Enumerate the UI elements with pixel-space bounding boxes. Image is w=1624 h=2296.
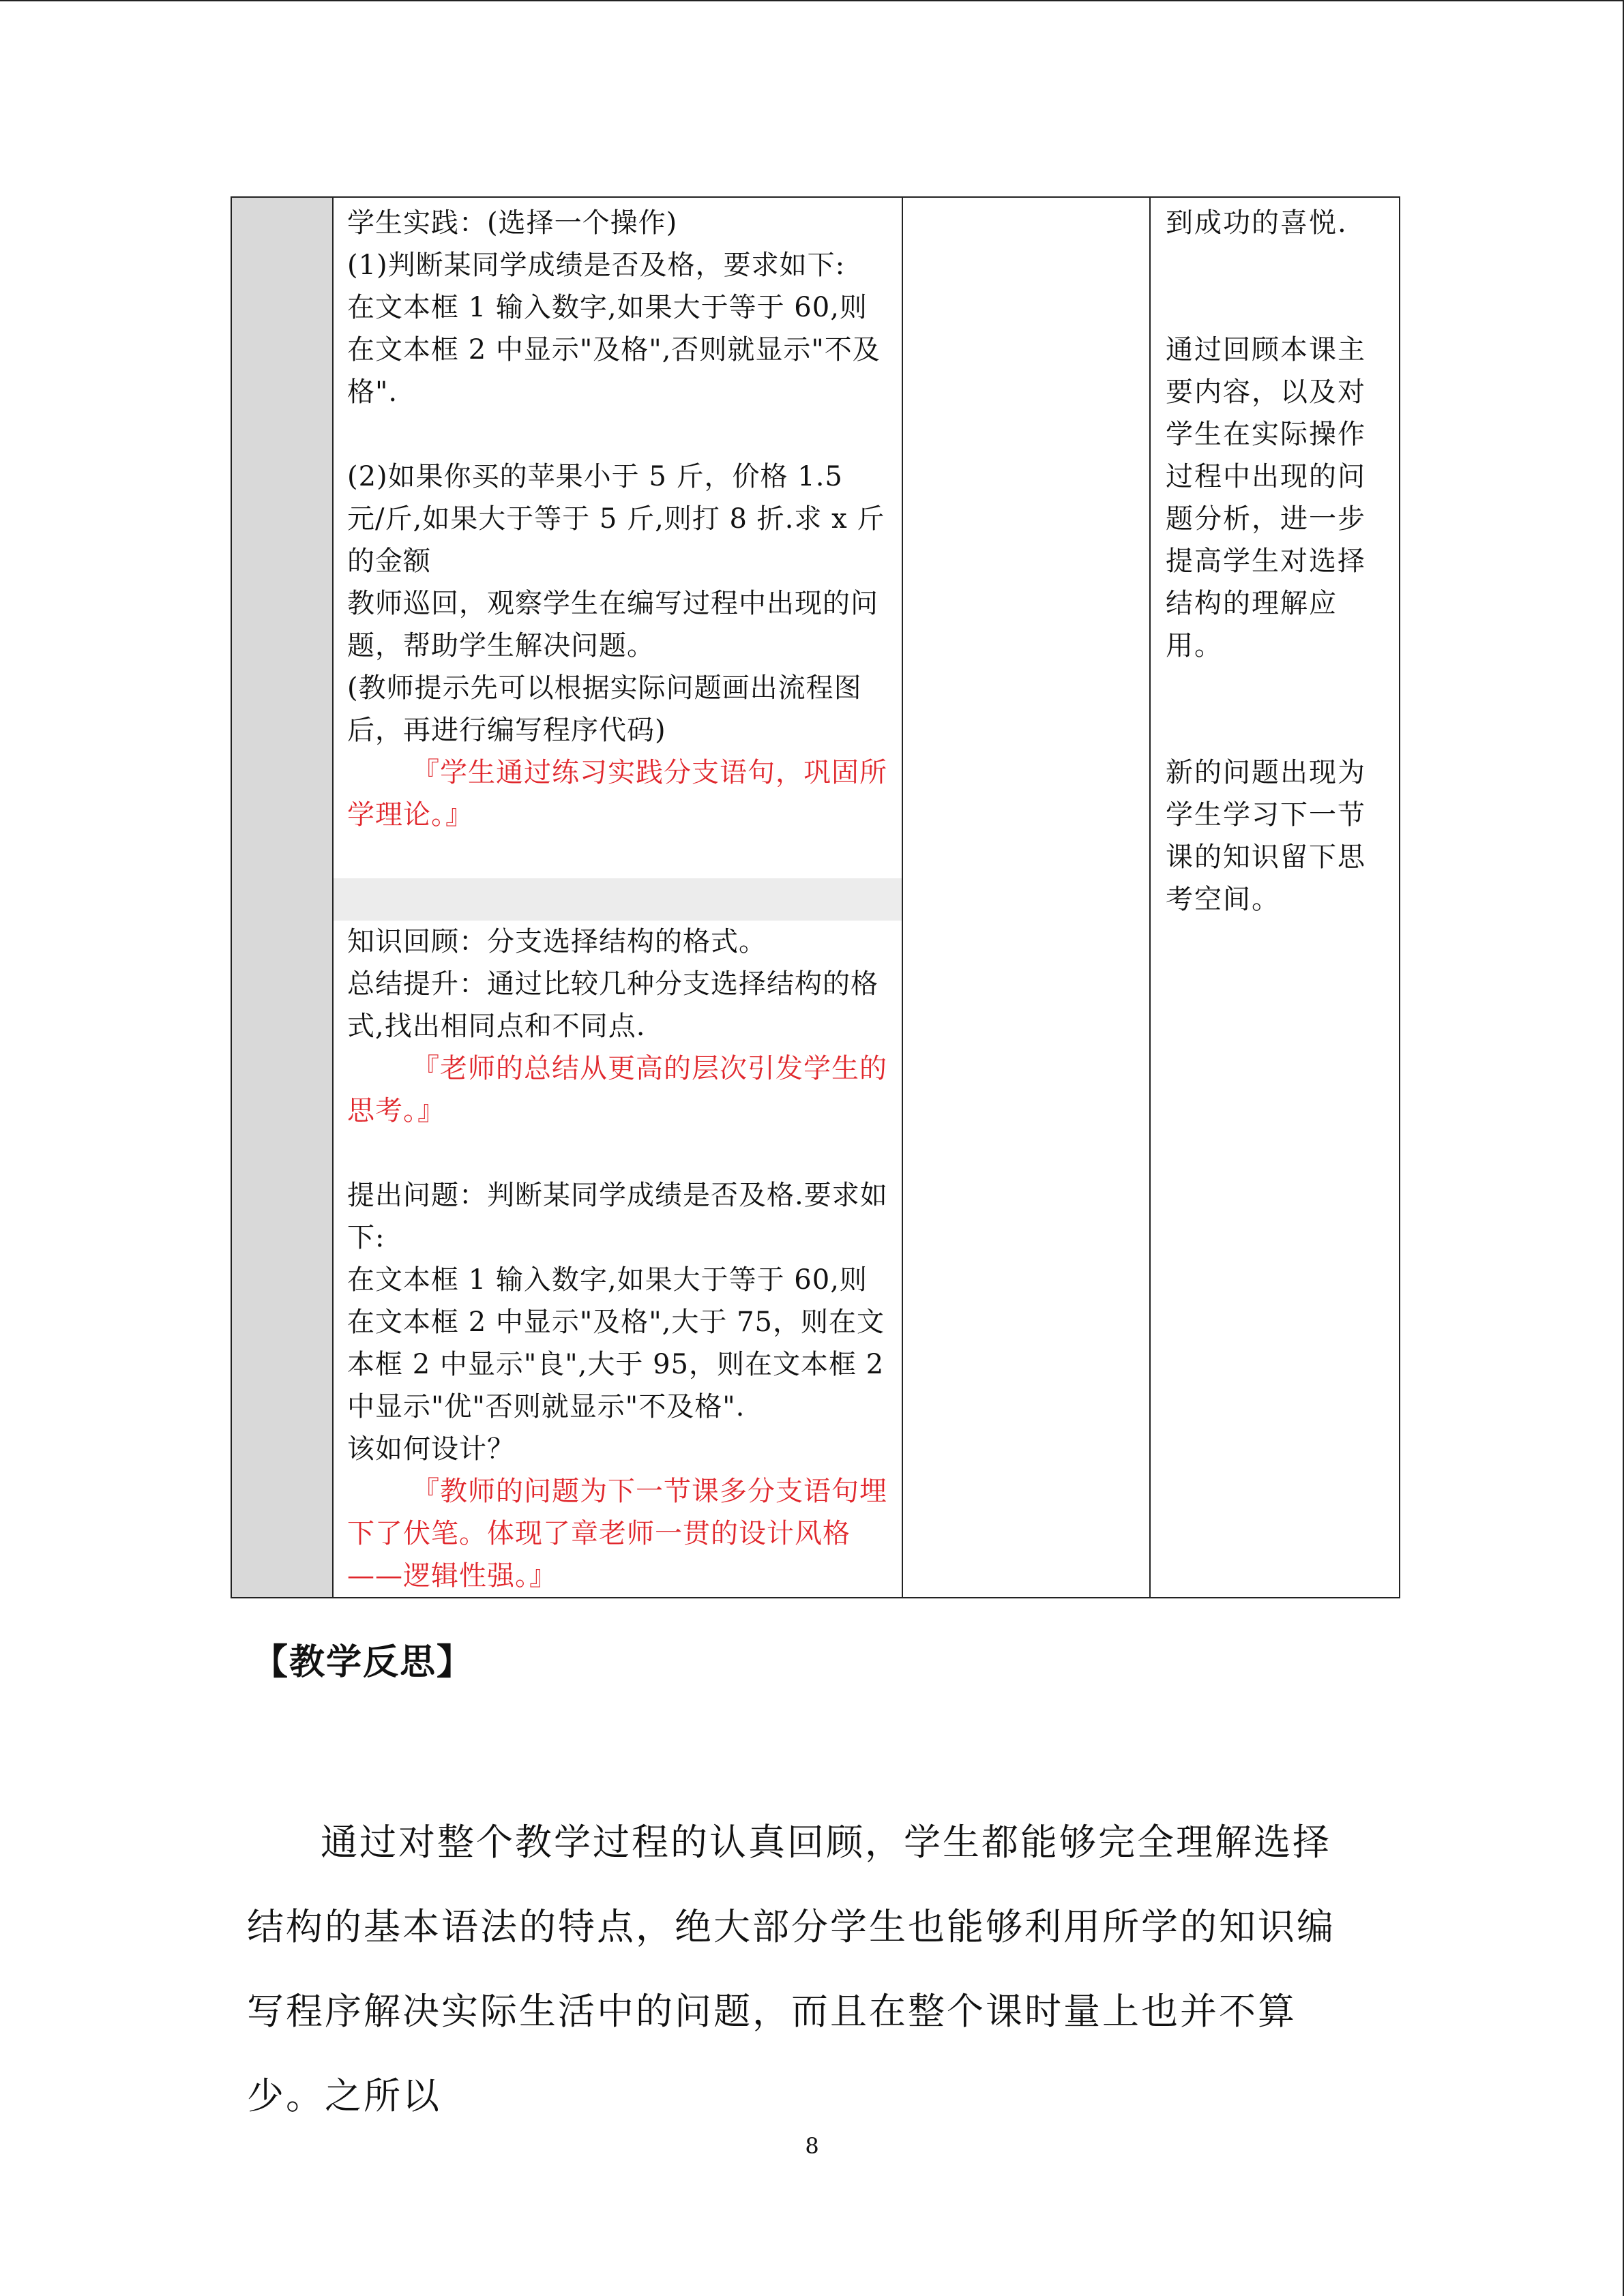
content-line: 知识回顾：分支选择结构的格式。 [347, 926, 767, 957]
content-line: 学生实践：(选择一个操作) [347, 207, 678, 239]
red-annotation: 『学生通过练习实践分支语句，巩固所学理论。』 [347, 757, 887, 831]
design-intent-cell [1150, 197, 1400, 1598]
content-line: 在文本框 1 输入数字,如果大于等于 60,则在文本框 2 中显示"及格",否则就显示"不及格". [347, 292, 881, 408]
content-line: (教师提示先可以根据实际问题画出流程图后，再进行编写程序代码) [347, 672, 862, 746]
red-annotation: 『老师的总结从更高的层次引发学生的思考。』 [347, 1053, 887, 1127]
content-line: 总结提升：通过比较几种分支选择结构的格式,找出相同点和不同点. [347, 968, 879, 1042]
intent-text: 通过回顾本课主要内容，以及对学生在实际操作过程中出现的问题分析，进一步提高学生对选择结构的理解应用。 [1166, 334, 1366, 661]
content-line: (2)如果你买的苹果小于 5 斤，价格 1.5 元/斤,如果大于等于 5 斤,则打 8 折.求 x 斤的金额 [347, 461, 885, 577]
student-activity-cell [902, 197, 1150, 1598]
page-number: 8 [805, 2133, 819, 2159]
content-line: 教师巡回，观察学生在编写过程中出现的问题，帮助学生解决问题。 [347, 588, 879, 661]
content-line: 该如何设计？ [347, 1433, 515, 1465]
teaching-content-cell [333, 197, 902, 1598]
reflection-paragraph [247, 1800, 1365, 2138]
lesson-plan-table [231, 196, 1400, 1598]
content-line: 在文本框 1 输入数字,如果大于等于 60,则在文本框 2 中显示"及格",大于 75，则在文本框 2 中显示"良",大于 95，则在文本框 2 中显示"优"否则就显示"不及格". [347, 1264, 885, 1422]
content-line: 提出问题：判断某同学成绩是否及格.要求如下: [347, 1180, 888, 1253]
intent-text: 新的问题出现为学生学习下一节课的知识留下思考空间。 [1166, 757, 1366, 915]
paragraph-text: 通过对整个教学过程的认真回顾，学生都能够完全理解选择结构的基本语法的特点，绝大部分学生也能够利用所学的知识编写程序解决实际生活中的问题，而且在整个课时量上也并不算少。之所以 [247, 1821, 1335, 2117]
section-heading: 【教学反思】 [252, 1642, 474, 1683]
shaded-stage-column [231, 197, 333, 1598]
red-annotation: 『教师的问题为下一节课多分支语句埋下了伏笔。体现了章老师一贯的设计风格——逻辑性强。』 [347, 1476, 887, 1592]
content-line: (1)判断某同学成绩是否及格，要求如下: [347, 250, 846, 281]
table-row [231, 197, 1400, 1598]
intent-text: 到成功的喜悦. [1166, 207, 1348, 239]
